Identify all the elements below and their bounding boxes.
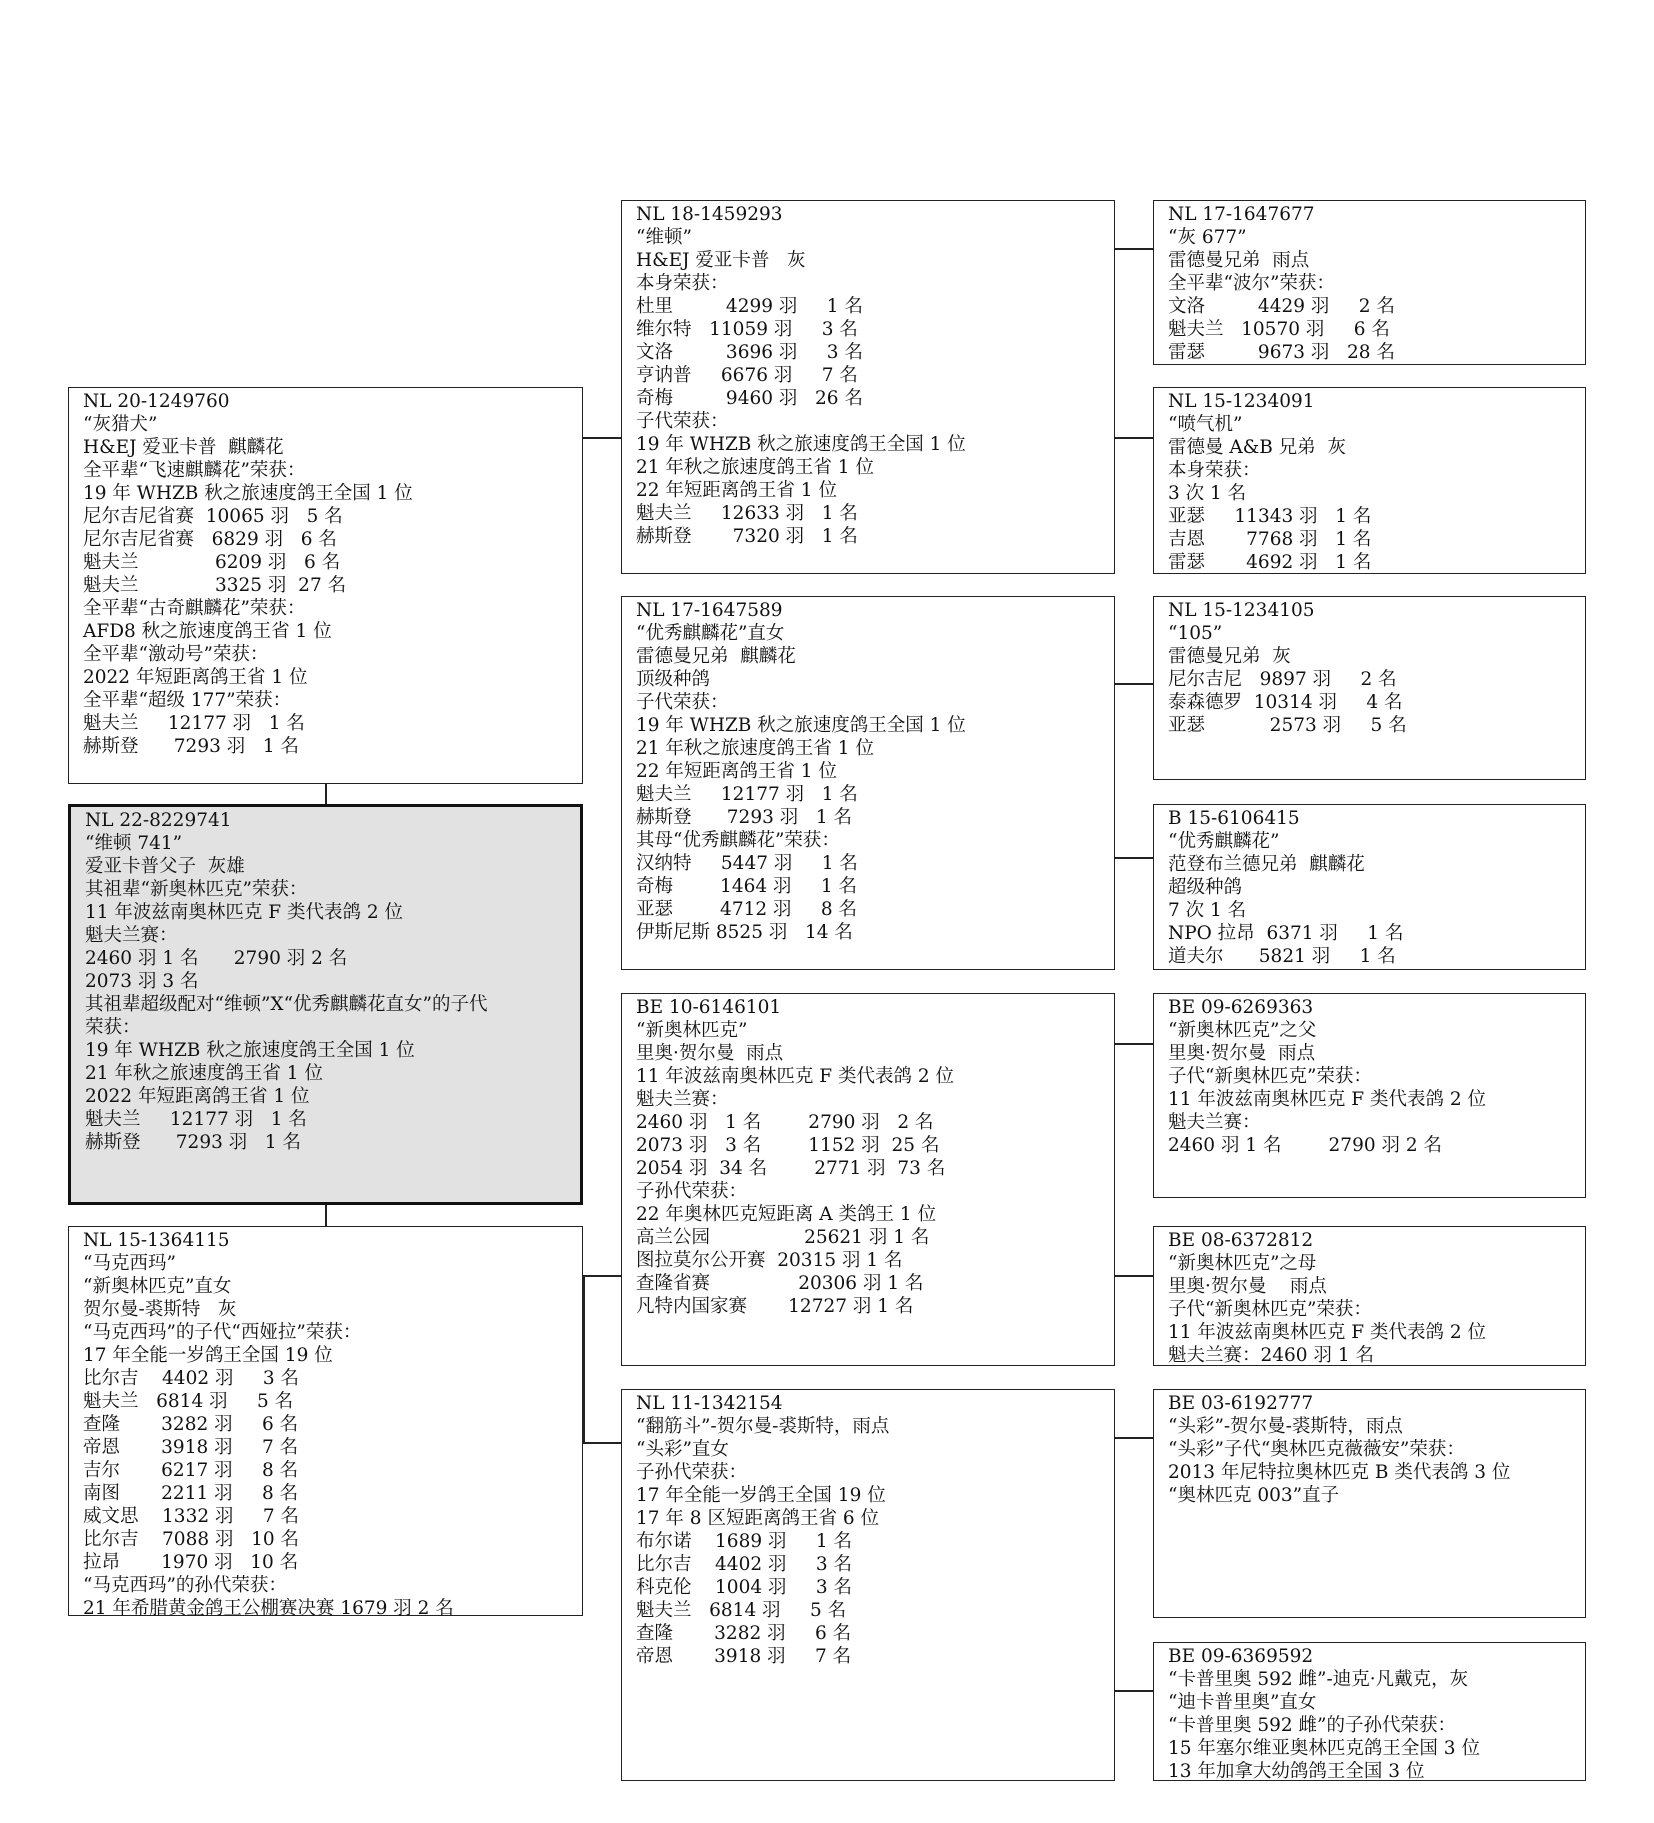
pedigree-box-sire [68,387,583,784]
pedigree-text-line: 19 年 WHZB 秋之旅速度鸽王全国 1 位 [85,1040,415,1061]
pedigree-text-line: 里奥·贺尔曼 雨点 [1168,1043,1316,1064]
pedigree-text-line: “新奥林匹克” [636,1020,748,1041]
pedigree-text-line: “马克西玛”的子代“西娅拉”荣获： [83,1322,362,1343]
pedigree-text-line: 泰森德罗 10314 羽 4 名 [1168,692,1403,713]
pedigree-text-line: 雷德曼兄弟 灰 [1168,646,1291,667]
pedigree-box-ssd [1153,387,1586,574]
pedigree-text-line: 帝恩 3918 羽 7 名 [636,1646,852,1667]
pedigree-text-line: 赫斯登 7320 羽 1 名 [636,526,858,547]
pedigree-text-line: “头彩”直女 [636,1439,729,1460]
pedigree-box-dds [1153,1389,1586,1618]
pedigree-text-line: 2013 年尼特拉奥林匹克 B 类代表鸽 3 位 [1168,1462,1511,1483]
pedigree-text-line: “优秀麒麟花”直女 [636,623,785,644]
pedigree-text-line: 本身荣获： [1168,460,1261,481]
pedigree-text-line: 比尔吉 4402 羽 3 名 [83,1368,300,1389]
connector-sire-ss [583,437,621,439]
pedigree-text-line: 奇梅 1464 羽 1 名 [636,876,858,897]
pedigree-text-line: 凡特内国家赛 12727 羽 1 名 [636,1296,914,1317]
pedigree-box-dss [1153,993,1586,1198]
pedigree-text-line: 布尔诺 1689 羽 1 名 [636,1531,853,1552]
pedigree-text-line: “卡普里奥 592 雌”的子孙代荣获： [1168,1715,1456,1736]
pedigree-text-line: “迪卡普里奥”直女 [1168,1692,1317,1713]
pedigree-box-dam [68,1226,583,1619]
connector-ds-dsd [1115,1275,1153,1277]
pedigree-text-line: “卡普里奥 592 雌”-迪克·凡戴克，灰 [1168,1669,1469,1690]
pedigree-text-line: 11 年波兹南奥林匹克 F 类代表鸽 2 位 [636,1066,955,1087]
pedigree-text-line: 其祖辈超级配对“维顿”X“优秀麒麟花直女”的子代 [85,994,488,1015]
pedigree-text-line: “翻筋斗”-贺尔曼-裘斯特，雨点 [636,1416,890,1437]
connector-dd-dds [1115,1437,1153,1439]
pedigree-text-line: 贺尔曼-裘斯特 灰 [83,1299,237,1320]
ring-number: BE 03-6192777 [1168,1393,1314,1414]
pedigree-text-line: 魁夫兰赛： [1168,1112,1261,1133]
ring-number: BE 09-6269363 [1168,997,1314,1018]
pedigree-text-line: 里奥·贺尔曼 雨点 [636,1043,784,1064]
pedigree-text-line: “灰猎犬” [83,414,158,435]
pedigree-text-line: 查隆 3282 羽 6 名 [636,1623,852,1644]
pedigree-text-line: “奥林匹克 003”直子 [1168,1485,1340,1506]
pedigree-box-sss [1153,200,1586,365]
pedigree-text-line: 22 年短距离鸽王省 1 位 [636,761,837,782]
pedigree-text-line: 查隆 3282 羽 6 名 [83,1414,299,1435]
pedigree-box-sdd [1153,804,1586,970]
pedigree-text-line: 雷德曼兄弟 雨点 [1168,250,1310,271]
pedigree-text-line: 21 年希腊黄金鸽王公棚赛决赛 1679 羽 2 名 [83,1598,454,1619]
pedigree-text-line: 子代“新奥林匹克”荣获： [1168,1299,1372,1320]
pedigree-text-line: 魁夫兰 6814 羽 5 名 [83,1391,294,1412]
pedigree-text-line: 荣获： [85,1017,141,1038]
pedigree-text-line: 魁夫兰 12633 羽 1 名 [636,503,858,524]
pedigree-text-line: 威文思 1332 羽 7 名 [83,1506,300,1527]
pedigree-box-dam-sire [621,993,1115,1366]
pedigree-text-line: 雷德曼 A&B 兄弟 灰 [1168,437,1346,458]
pedigree-text-line: “新奥林匹克”之父 [1168,1020,1317,1041]
pedigree-box-dam-dam [621,1389,1115,1781]
pedigree-box-sire-dam [621,596,1115,970]
pedigree-text-line: 2022 年短距离鸽王省 1 位 [85,1086,310,1107]
pedigree-text-line: 南图 2211 羽 8 名 [83,1483,299,1504]
pedigree-text-line: 2054 羽 34 名 2771 羽 73 名 [636,1158,946,1179]
pedigree-text-line: 亚瑟 11343 羽 1 名 [1168,506,1372,527]
ring-number: NL 11-1342154 [636,1393,783,1414]
pedigree-text-line: 21 年秋之旅速度鸽王省 1 位 [85,1063,323,1084]
pedigree-text-line: 22 年奥林匹克短距离 A 类鸽王 1 位 [636,1204,937,1225]
pedigree-text-line: NPO 拉昂 6371 羽 1 名 [1168,923,1404,944]
pedigree-text-line: 11 年波兹南奥林匹克 F 类代表鸽 2 位 [85,902,404,923]
ring-number: BE 10-6146101 [636,997,782,1018]
pedigree-text-line: 魁夫兰赛：2460 羽 1 名 [1168,1345,1374,1366]
pedigree-text-line: 魁夫兰 10570 羽 6 名 [1168,319,1390,340]
pedigree-text-line: 比尔吉 4402 羽 3 名 [636,1554,853,1575]
pedigree-text-line: 科克伦 1004 羽 3 名 [636,1577,853,1598]
ring-number: NL 17-1647677 [1168,204,1315,225]
pedigree-text-line: 21 年秋之旅速度鸽王省 1 位 [636,738,874,759]
pedigree-text-line: 查隆省赛 20306 羽 1 名 [636,1273,924,1294]
pedigree-text-line: 雷瑟 9673 羽 28 名 [1168,342,1395,363]
pedigree-text-line: 19 年 WHZB 秋之旅速度鸽王全国 1 位 [83,483,413,504]
pedigree-text-line: 全平辈“古奇麒麟花”荣获： [83,598,306,619]
pedigree-text-line: 亨讷普 6676 羽 7 名 [636,365,858,386]
connector-ss-sss [1115,248,1153,250]
pedigree-text-line: 道夫尔 5821 羽 1 名 [1168,946,1396,967]
pedigree-text-line: 17 年全能一岁鸽王全国 19 位 [83,1345,333,1366]
pedigree-text-line: 15 年塞尔维亚奥林匹克鸽王全国 3 位 [1168,1738,1480,1759]
pedigree-text-line: 文洛 4429 羽 2 名 [1168,296,1395,317]
pedigree-text-line: 维尔特 11059 羽 3 名 [636,319,858,340]
pedigree-text-line: 赫斯登 7293 羽 1 名 [85,1132,302,1153]
pedigree-text-line: 雷瑟 4692 羽 1 名 [1168,552,1372,573]
pedigree-text-line: 2460 羽 1 名 2790 羽 2 名 [1168,1135,1443,1156]
pedigree-text-line: 里奥·贺尔曼 雨点 [1168,1276,1327,1297]
pedigree-text-line: 图拉莫尔公开赛 20315 羽 1 名 [636,1250,903,1271]
pedigree-text-line: “新奥林匹克”之母 [1168,1253,1317,1274]
pedigree-text-line: “马克西玛”的孙代荣获： [83,1575,287,1596]
pedigree-text-line: 吉恩 7768 羽 1 名 [1168,529,1372,550]
connector-dd-ddd [1115,1690,1153,1692]
pedigree-text-line: “维顿” [636,227,692,248]
pedigree-box-sds [1153,596,1586,780]
pedigree-text-line: 赫斯登 7293 羽 1 名 [636,807,853,828]
connector-subject-dam [325,1205,327,1226]
pedigree-text-line: 全平辈“波尔”荣获： [1168,273,1335,294]
pedigree-text-line: 魁夫兰 3325 羽 27 名 [83,575,347,596]
pedigree-text-line: 22 年短距离鸽王省 1 位 [636,480,837,501]
pedigree-text-line: 19 年 WHZB 秋之旅速度鸽王全国 1 位 [636,434,966,455]
connector-dam-dd-h [583,1442,621,1444]
pedigree-text-line: 7 次 1 名 [1168,900,1247,921]
ring-number: NL 15-1234091 [1168,391,1315,412]
pedigree-text-line: “喷气机” [1168,414,1243,435]
pedigree-text-line: 超级种鸽 [1168,877,1243,898]
pedigree-text-line: 全平辈“飞速麒麟花”荣获： [83,460,306,481]
pedigree-text-line: 13 年加拿大幼鸽鸽王全国 3 位 [1168,1761,1425,1782]
pedigree-text-line: 帝恩 3918 羽 7 名 [83,1437,299,1458]
pedigree-text-line: 伊斯尼斯 8525 羽 14 名 [636,922,853,943]
pedigree-text-line: H&EJ 爱亚卡普 麒麟花 [83,437,284,458]
pedigree-text-line: 魁夫兰赛： [85,925,178,946]
pedigree-text-line: “优秀麒麟花” [1168,831,1280,852]
pedigree-text-line: 杜里 4299 羽 1 名 [636,296,863,317]
pedigree-text-line: 魁夫兰 12177 羽 1 名 [636,784,858,805]
connector-sd-sds [1115,683,1153,685]
pedigree-text-line: 魁夫兰赛： [636,1089,729,1110]
pedigree-text-line: 全平辈“激动号”荣获： [83,644,269,665]
pedigree-text-line: 尼尔吉尼省赛 6829 羽 6 名 [83,529,337,550]
pedigree-text-line: 其祖辈“新奥林匹克”荣获： [85,879,308,900]
pedigree-text-line: 魁夫兰 6814 羽 5 名 [636,1600,847,1621]
pedigree-text-line: 奇梅 9460 羽 26 名 [636,388,863,409]
connector-ss-ssd [1115,437,1153,439]
pedigree-text-line: 赫斯登 7293 羽 1 名 [83,736,300,757]
connector-sd-sdd [1115,857,1153,859]
pedigree-text-line: 魁夫兰 12177 羽 1 名 [85,1109,307,1130]
pedigree-text-line: 2022 年短距离鸽王省 1 位 [83,667,308,688]
pedigree-text-line: H&EJ 爱亚卡普 灰 [636,250,806,271]
pedigree-text-line: “灰 677” [1168,227,1247,248]
pedigree-text-line: “头彩”子代“奥林匹克薇薇安”荣获： [1168,1439,1465,1460]
pedigree-text-line: 雷德曼兄弟 麒麟花 [636,646,796,667]
pedigree-text-line: 汉纳特 5447 羽 1 名 [636,853,858,874]
pedigree-text-line: 全平辈“超级 177”荣获： [83,690,292,711]
pedigree-text-line: 拉昂 1970 羽 10 名 [83,1552,299,1573]
connector-dam-dd [583,1275,585,1442]
pedigree-text-line: 子代荣获： [636,692,729,713]
pedigree-text-line: 3 次 1 名 [1168,483,1247,504]
pedigree-text-line: 本身荣获： [636,273,729,294]
pedigree-text-line: 2073 羽 3 名 1152 羽 25 名 [636,1135,940,1156]
ring-number: NL 18-1459293 [636,204,783,225]
pedigree-text-line: “新奥林匹克”直女 [83,1276,232,1297]
pedigree-text-line: 19 年 WHZB 秋之旅速度鸽王全国 1 位 [636,715,966,736]
pedigree-text-line: 11 年波兹南奥林匹克 F 类代表鸽 2 位 [1168,1322,1487,1343]
ring-number: NL 20-1249760 [83,391,230,412]
pedigree-text-line: 其母“优秀麒麟花”荣获： [636,830,840,851]
connector-sire-subject [325,784,327,804]
ring-number: BE 08-6372812 [1168,1230,1314,1251]
pedigree-text-line: 尼尔吉尼省赛 10065 羽 5 名 [83,506,343,527]
pedigree-text-line: 范登布兰德兄弟 麒麟花 [1168,854,1365,875]
pedigree-text-line: AFD8 秋之旅速度鸽王省 1 位 [83,621,332,642]
pedigree-text-line: “头彩”-贺尔曼-裘斯特，雨点 [1168,1416,1403,1437]
ring-number: NL 15-1364115 [83,1230,230,1251]
ring-number: NL 22-8229741 [85,810,232,831]
ring-number: B 15-6106415 [1168,808,1300,829]
pedigree-text-line: 吉尔 6217 羽 8 名 [83,1460,299,1481]
pedigree-box-ddd [1153,1642,1586,1781]
pedigree-text-line: 子代荣获： [636,411,729,432]
connector-ds-dss [1115,1043,1153,1045]
pedigree-box-subject [68,804,583,1205]
pedigree-text-line: 2460 羽 1 名 2790 羽 2 名 [85,948,348,969]
pedigree-text-line: 亚瑟 2573 羽 5 名 [1168,715,1407,736]
ring-number: NL 15-1234105 [1168,600,1315,621]
pedigree-text-line: 11 年波兹南奥林匹克 F 类代表鸽 2 位 [1168,1089,1487,1110]
ring-number: BE 09-6369592 [1168,1646,1314,1667]
pedigree-text-line: “维顿 741” [85,833,183,854]
pedigree-text-line: 亚瑟 4712 羽 8 名 [636,899,858,920]
pedigree-text-line: 21 年秋之旅速度鸽王省 1 位 [636,457,874,478]
pedigree-text-line: 17 年全能一岁鸽王全国 19 位 [636,1485,886,1506]
pedigree-box-sire-sire [621,200,1115,574]
pedigree-text-line: 高兰公园 25621 羽 1 名 [636,1227,930,1248]
pedigree-text-line: 子孙代荣获： [636,1462,748,1483]
pedigree-text-line: 2460 羽 1 名 2790 羽 2 名 [636,1112,934,1133]
pedigree-text-line: 文洛 3696 羽 3 名 [636,342,863,363]
pedigree-text-line: 爱亚卡普父子 灰雄 [85,856,245,877]
pedigree-text-line: 魁夫兰 12177 羽 1 名 [83,713,305,734]
pedigree-text-line: 2073 羽 3 名 [85,971,199,992]
pedigree-text-line: 子代“新奥林匹克”荣获： [1168,1066,1372,1087]
pedigree-text-line: 尼尔吉尼 9897 羽 2 名 [1168,669,1397,690]
pedigree-text-line: “105” [1168,623,1223,644]
pedigree-box-dsd [1153,1226,1586,1366]
ring-number: NL 17-1647589 [636,600,783,621]
pedigree-text-line: 17 年 8 区短距离鸽王省 6 位 [636,1508,879,1529]
pedigree-text-line: “马克西玛” [83,1253,176,1274]
pedigree-text-line: 顶级种鸽 [636,669,711,690]
pedigree-text-line: 子孙代荣获： [636,1181,748,1202]
pedigree-text-line: 魁夫兰 6209 羽 6 名 [83,552,341,573]
connector-dam-ds [583,1275,621,1277]
pedigree-text-line: 比尔吉 7088 羽 10 名 [83,1529,300,1550]
